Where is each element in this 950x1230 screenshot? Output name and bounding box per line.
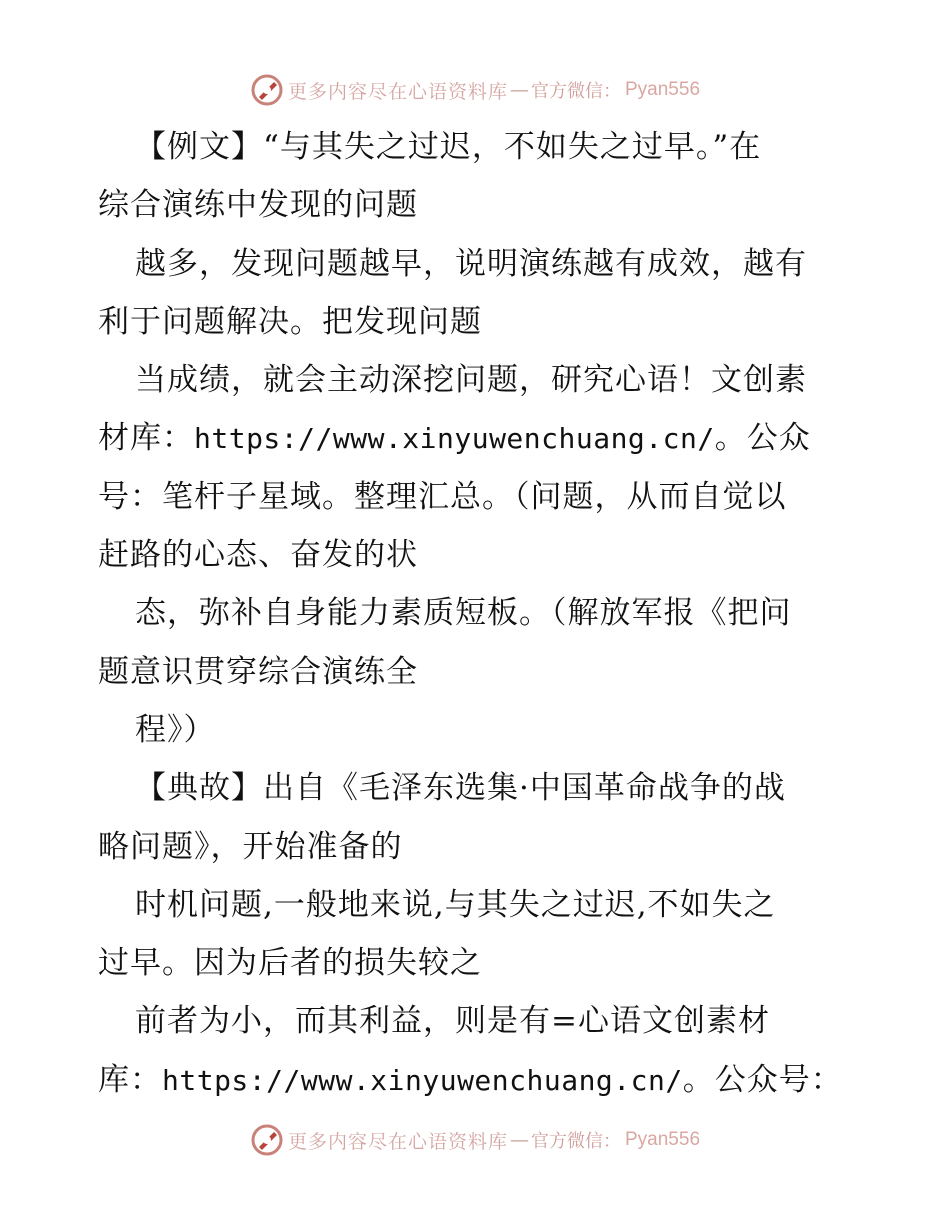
footer-separator: — bbox=[510, 1129, 529, 1151]
footer-wechat-label: 官方微信： bbox=[531, 1131, 621, 1152]
document-body bbox=[98, 118, 858, 1109]
header-brand-text: 更多内容尽在心语资料库 bbox=[287, 80, 508, 103]
footer-wechat-id: Pyan556 bbox=[625, 1129, 701, 1150]
text-line: 利于问题解决。把发现问题 bbox=[98, 303, 482, 340]
header-wechat-label: 官方微信： bbox=[531, 81, 621, 102]
brand-logo-icon bbox=[250, 1123, 284, 1157]
text-line: 越多，发现问题越早，说明演练越有成效，越有 bbox=[135, 245, 807, 282]
footer-brand-text: 更多内容尽在心语资料库 bbox=[287, 1130, 508, 1153]
text-line: 赶路的心态、奋发的状 bbox=[98, 537, 418, 574]
url-link[interactable]: https://www.xinyuwenchuang.cn/ bbox=[194, 422, 715, 456]
text-line: 综合演练中发现的问题 bbox=[98, 187, 418, 224]
text-line: 【典故】出自《毛泽东选集·中国革命战争的战 bbox=[135, 770, 786, 807]
text-fragment: 库： bbox=[98, 1061, 162, 1098]
header-wechat-id: Pyan556 bbox=[625, 79, 701, 100]
text-line: 过早。因为后者的损失较之 bbox=[98, 945, 482, 982]
header-banner bbox=[0, 70, 950, 110]
text-fragment: 。公众 bbox=[714, 420, 811, 457]
text-line: 态，弥补自身能力素质短板。（解放军报《把问 bbox=[135, 595, 792, 632]
text-line: 题意识贯穿综合演练全 bbox=[98, 653, 418, 690]
text-line: 号：笔杆子星域。整理汇总。（问题，从而自觉以 bbox=[98, 478, 787, 515]
text-line: 略问题》，开始准备的 bbox=[98, 828, 403, 865]
text-line bbox=[98, 1051, 858, 1109]
text-line: 当成绩，就会主动深挖问题，研究心语！文创素 bbox=[135, 362, 807, 399]
text-line: 时机问题,一般地来说,与其失之过迟,不如失之 bbox=[135, 886, 776, 923]
footer-banner bbox=[0, 1120, 950, 1160]
text-fragment: 。公众号： bbox=[682, 1061, 843, 1098]
text-line: 【例文】“与其失之过迟，不如失之过早。”在 bbox=[135, 129, 762, 165]
brand-logo-icon bbox=[250, 73, 284, 107]
header-separator: — bbox=[510, 79, 529, 101]
text-line: 前者为小，而其利益，则是有=心语文创素材 bbox=[135, 1003, 770, 1040]
text-line bbox=[98, 409, 858, 467]
text-line: 程》） bbox=[135, 711, 216, 748]
url-link[interactable]: https://www.xinyuwenchuang.cn/ bbox=[162, 1063, 683, 1097]
text-fragment: 材库： bbox=[98, 420, 194, 457]
